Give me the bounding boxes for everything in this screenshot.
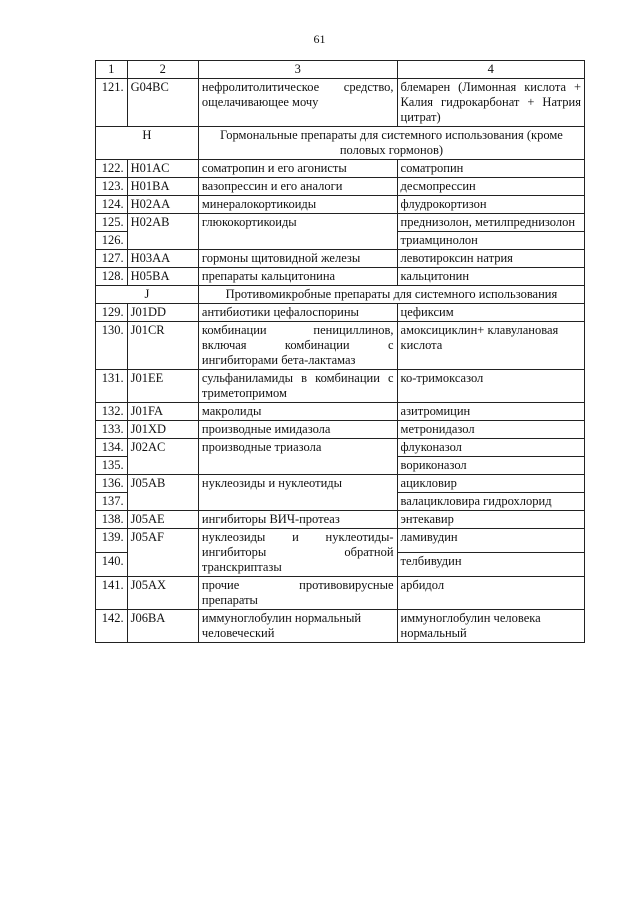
drug-name: энтекавир — [397, 511, 584, 529]
group-title: Противомикробные препараты для системного использования — [198, 286, 584, 304]
pharm-group: ингибиторы ВИЧ-протеаз — [198, 511, 397, 529]
table-row — [96, 439, 585, 457]
table-header-row — [96, 61, 585, 79]
atc-code: H05BA — [127, 268, 198, 286]
drug-name: вориконазол — [397, 457, 584, 475]
drug-name: соматропин — [397, 160, 584, 178]
group-header-row — [96, 127, 585, 160]
row-number: 141. — [96, 577, 128, 610]
table-row — [96, 511, 585, 529]
header-col-1: 1 — [96, 61, 128, 79]
table-row — [96, 178, 585, 196]
drug-name: триамцинолон — [397, 232, 584, 250]
row-number: 122. — [96, 160, 128, 178]
atc-code: G04BC — [127, 79, 198, 127]
drug-name: левотироксин натрия — [397, 250, 584, 268]
atc-code: J05AF — [127, 529, 198, 577]
row-number: 127. — [96, 250, 128, 268]
table-row — [96, 160, 585, 178]
row-number: 134. — [96, 439, 128, 457]
atc-code: H02AB — [127, 214, 198, 250]
pharm-group: гормоны щитовидной железы — [198, 250, 397, 268]
table-row — [96, 475, 585, 493]
drug-name: валацикловира гидрохлорид — [397, 493, 584, 511]
atc-code: J02AC — [127, 439, 198, 475]
pharm-group: соматропин и его агонисты — [198, 160, 397, 178]
header-col-3: 3 — [198, 61, 397, 79]
atc-code: J05AE — [127, 511, 198, 529]
atc-code: J06BA — [127, 610, 198, 643]
drug-name: амоксициклин+ клавулановая кислота — [397, 322, 584, 370]
drug-name: блемарен (Лимонная кислота + Калия гидрокарбонат + Натрия цитрат) — [397, 79, 584, 127]
drug-name: телбивудин — [397, 553, 584, 577]
table-row — [96, 403, 585, 421]
pharm-group: сульфаниламиды в комбинации с триметопримом — [198, 370, 397, 403]
drug-name: флуконазол — [397, 439, 584, 457]
drug-name: флудрокортизон — [397, 196, 584, 214]
drug-name: ламивудин — [397, 529, 584, 553]
group-title: Гормональные препараты для системного использования (кроме половых гормонов) — [198, 127, 584, 160]
page-number: 61 — [313, 32, 326, 46]
pharm-group: макролиды — [198, 403, 397, 421]
row-number: 142. — [96, 610, 128, 643]
table-row — [96, 421, 585, 439]
table-row — [96, 529, 585, 553]
table-row — [96, 370, 585, 403]
atc-code: J01EE — [127, 370, 198, 403]
row-number: 140. — [96, 553, 128, 577]
pharm-group: нуклеозиды и нуклеотиды — [198, 475, 397, 511]
drug-name: метронидазол — [397, 421, 584, 439]
row-number: 133. — [96, 421, 128, 439]
drug-name: арбидол — [397, 577, 584, 610]
table-row — [96, 214, 585, 232]
table-row — [96, 250, 585, 268]
drug-table — [95, 60, 585, 643]
row-number: 129. — [96, 304, 128, 322]
pharm-group: производные имидазола — [198, 421, 397, 439]
pharm-group: глюкокортикоиды — [198, 214, 397, 250]
row-number: 125. — [96, 214, 128, 232]
pharm-group: препараты кальцитонина — [198, 268, 397, 286]
atc-code: J01CR — [127, 322, 198, 370]
atc-code: H01AC — [127, 160, 198, 178]
atc-code: H01BA — [127, 178, 198, 196]
row-number: 132. — [96, 403, 128, 421]
atc-code: H03AA — [127, 250, 198, 268]
drug-name: ко-тримоксазол — [397, 370, 584, 403]
row-number: 123. — [96, 178, 128, 196]
table-row — [96, 268, 585, 286]
row-number: 130. — [96, 322, 128, 370]
table-row — [96, 577, 585, 610]
pharm-group: нуклеозиды и нуклеотиды-ингибиторы обратной транскриптазы — [198, 529, 397, 577]
table-row — [96, 610, 585, 643]
pharm-group: иммуноглобулин нормальный человеческий — [198, 610, 397, 643]
header-col-4: 4 — [397, 61, 584, 79]
table-row — [96, 196, 585, 214]
atc-code: J01DD — [127, 304, 198, 322]
pharm-group: вазопрессин и его аналоги — [198, 178, 397, 196]
drug-name: иммуноглобулин человека нормальный — [397, 610, 584, 643]
row-number: 138. — [96, 511, 128, 529]
atc-code: J05AB — [127, 475, 198, 511]
atc-code: J01FA — [127, 403, 198, 421]
pharm-group: комбинации пенициллинов, включая комбинации с ингибиторами бета-лактамаз — [198, 322, 397, 370]
row-number: 135. — [96, 457, 128, 475]
row-number: 131. — [96, 370, 128, 403]
table-row — [96, 322, 585, 370]
drug-name: азитромицин — [397, 403, 584, 421]
pharm-group: антибиотики цефалоспорины — [198, 304, 397, 322]
drug-name: цефиксим — [397, 304, 584, 322]
atc-code: J01XD — [127, 421, 198, 439]
row-number: 126. — [96, 232, 128, 250]
drug-name: ацикловир — [397, 475, 584, 493]
group-code: J — [96, 286, 199, 304]
row-number: 139. — [96, 529, 128, 553]
pharm-group: производные триазола — [198, 439, 397, 475]
pharm-group: нефролитолитическое средство, ощелачивающее мочу — [198, 79, 397, 127]
group-code: H — [96, 127, 199, 160]
row-number: 124. — [96, 196, 128, 214]
header-col-2: 2 — [127, 61, 198, 79]
table-row — [96, 304, 585, 322]
row-number: 136. — [96, 475, 128, 493]
atc-code: H02AA — [127, 196, 198, 214]
row-number: 128. — [96, 268, 128, 286]
pharm-group: прочие противовирусные препараты — [198, 577, 397, 610]
drug-name: преднизолон, метилпреднизолон — [397, 214, 584, 232]
pharm-group: минералокортикоиды — [198, 196, 397, 214]
group-header-row — [96, 286, 585, 304]
row-number: 137. — [96, 493, 128, 511]
drug-name: десмопрессин — [397, 178, 584, 196]
table-row — [96, 79, 585, 127]
atc-code: J05AX — [127, 577, 198, 610]
row-number: 121. — [96, 79, 128, 127]
drug-name: кальцитонин — [397, 268, 584, 286]
